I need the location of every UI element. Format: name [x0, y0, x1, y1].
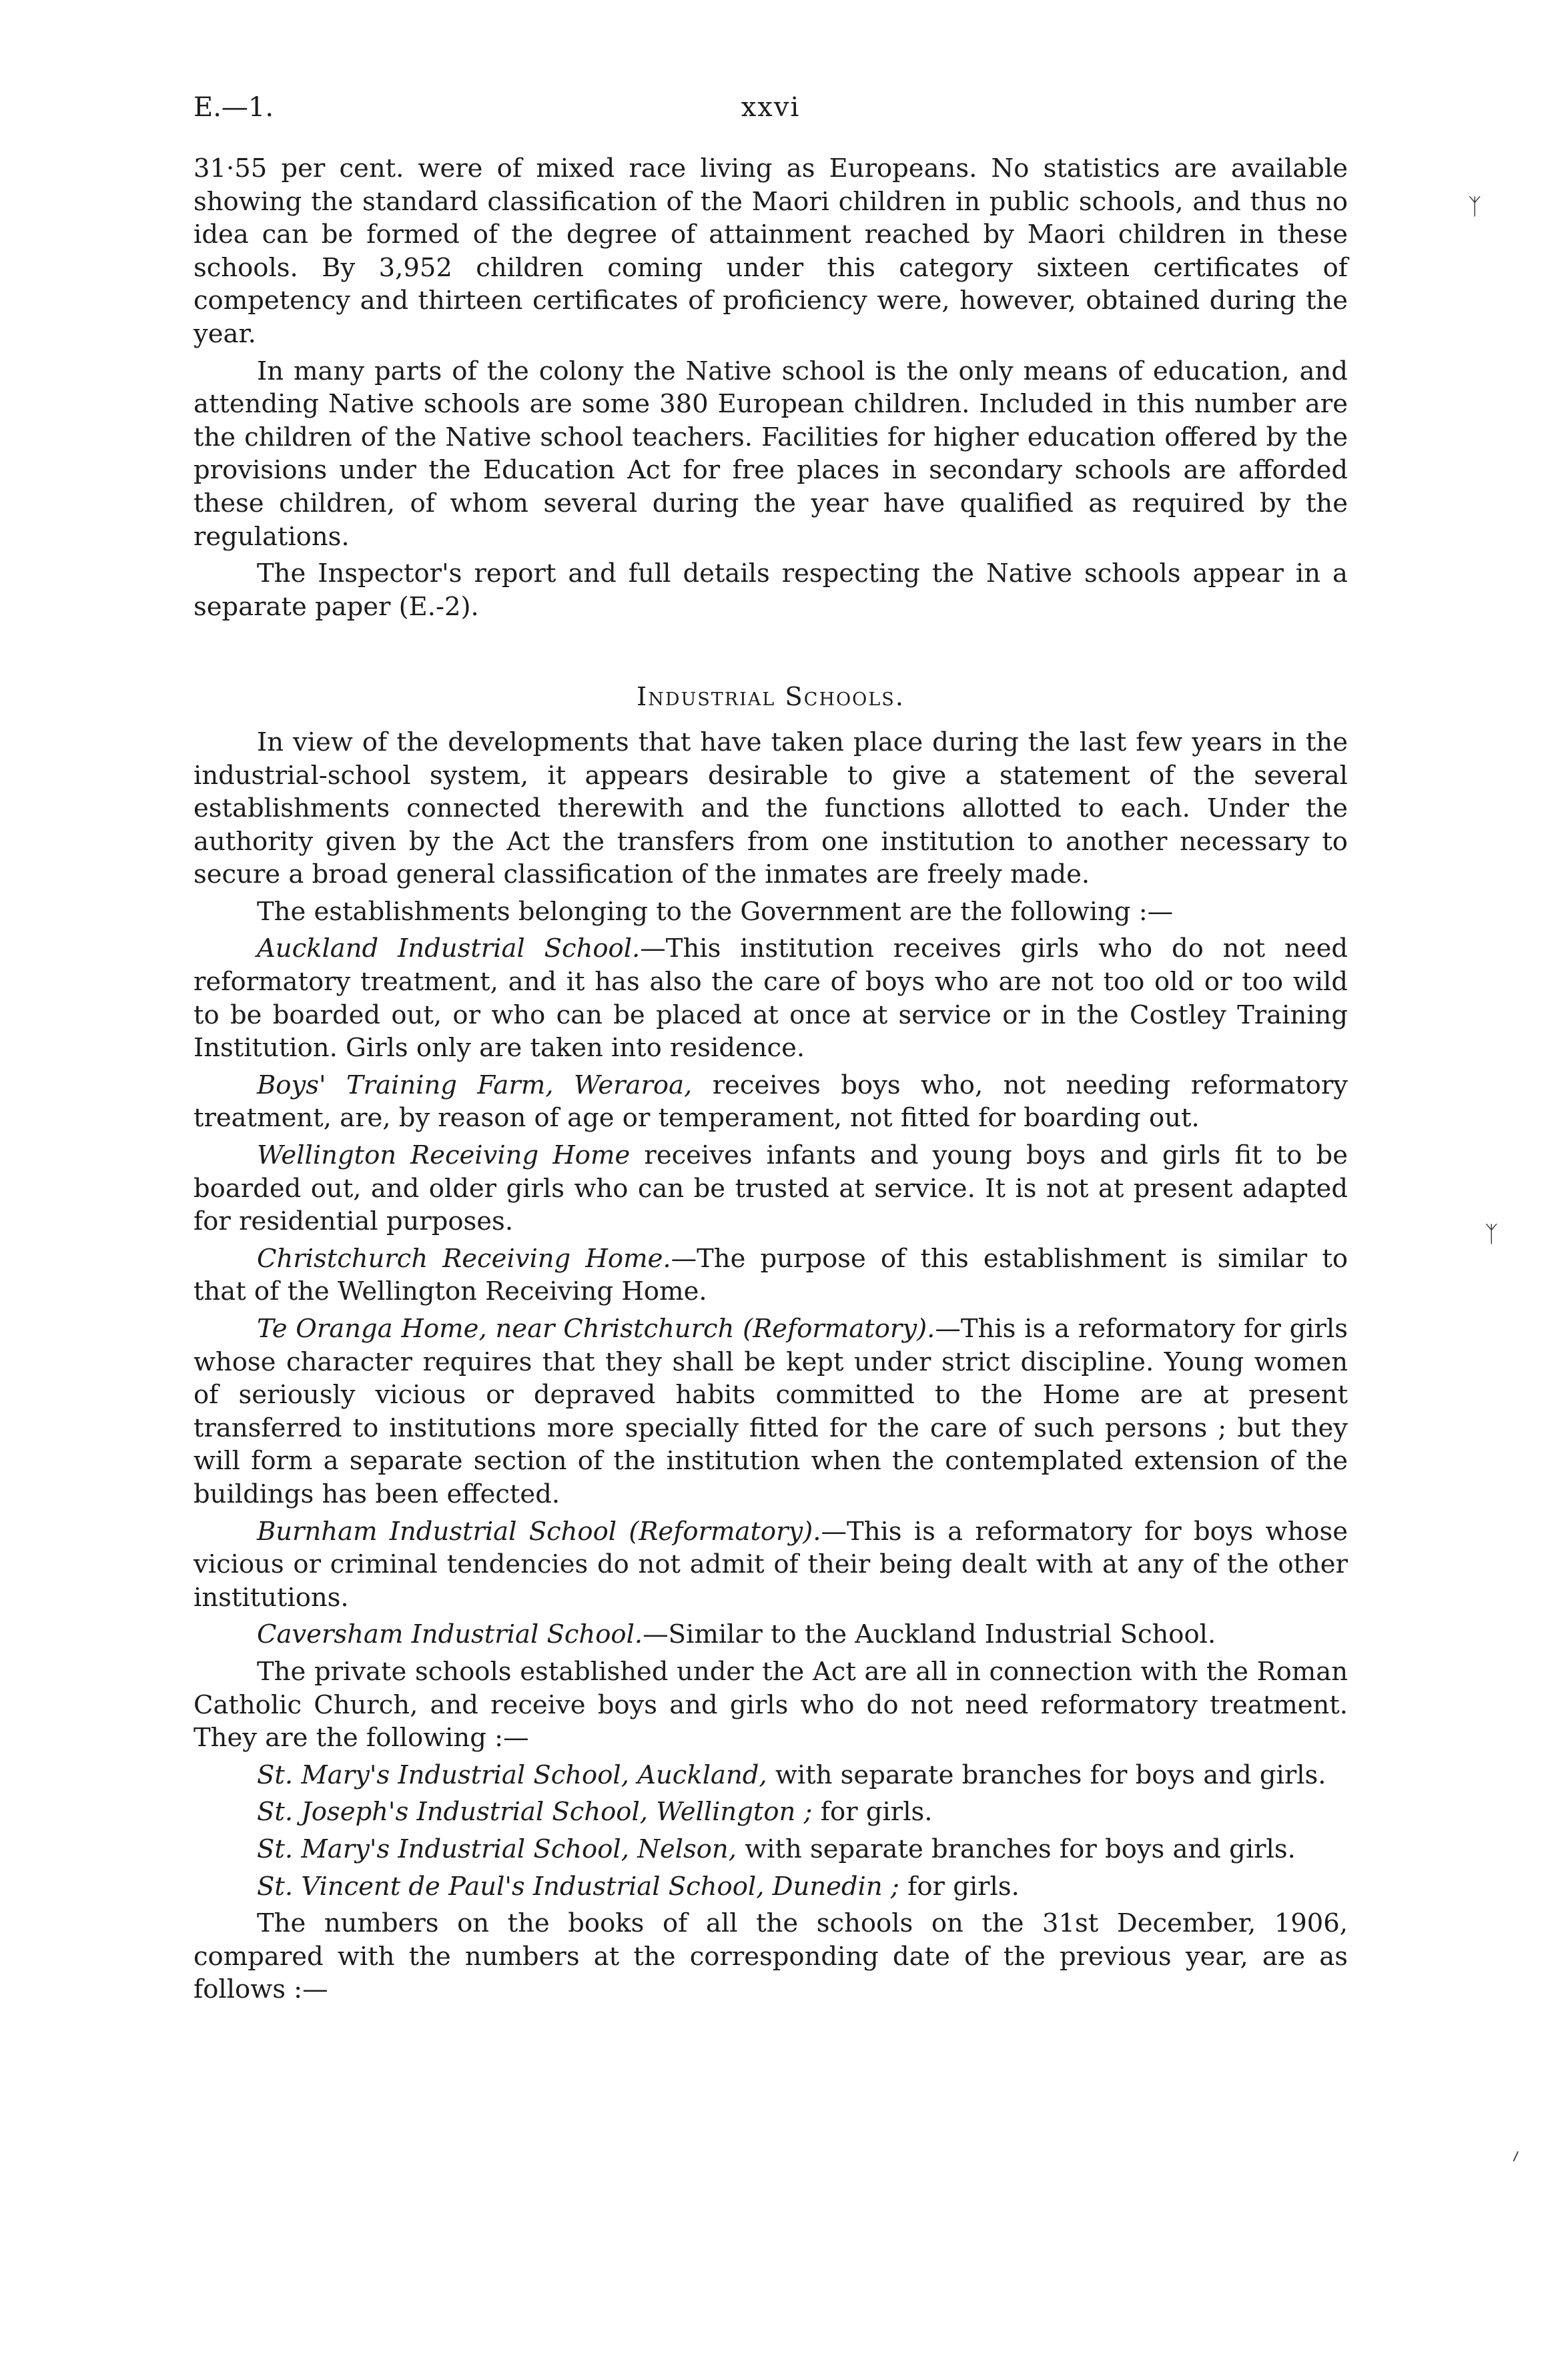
margin-mark-icon: ⸝ [1504, 2137, 1525, 2167]
entry-name: Christchurch Receiving Home. [257, 1243, 671, 1274]
page-number: xxvi [741, 92, 801, 123]
entry-boys-training-farm [193, 1069, 1348, 1135]
entry-name: Boys' Training Farm, Weraroa, [257, 1070, 693, 1100]
entry-name: St. Vincent de Paul's Industrial School, Dunedin ; [257, 1871, 899, 1902]
paragraph-native-schools: In many parts of the colony the Native school is the only means of education, and attending Native schools are some 380 European children. Included in this number are the children of the Native school teachers. Facilities for higher education offered by the provisions under the Education Act for free places in secondary schools are afforded these children, of whom several during the year have qualified as required by the regulations. [193, 356, 1348, 552]
entry-text: with separate branches for boys and girls. [767, 1759, 1326, 1790]
entry-name: St. Mary's Industrial School, Nelson, [257, 1834, 737, 1864]
page-header [193, 92, 1348, 132]
entry-text: receives infants and young boys and girls fit to be boarded out, and older girls who can be trusted at service. It is not at present adapted for residential purposes. [193, 1140, 1348, 1237]
entry-auckland-industrial-school [193, 932, 1348, 1064]
entry-text: —The purpose of this establishment is similar to that of the Wellington Receiving Home. [193, 1243, 1348, 1307]
entry-name: Burnham Industrial School (Reformatory). [257, 1516, 821, 1547]
paragraph-inspector-report: The Inspector's report and full details respecting the Native schools appear in a separate paper (E.-2). [193, 558, 1348, 622]
paragraph-private-schools: The private schools established under the Act are all in connection with the Roman Catholic Church, and receive boys and girls who do not need reformatory treatment. They are the following :— [193, 1656, 1348, 1753]
entry-text: with separate branches for boys and girls. [736, 1834, 1296, 1864]
entry-name: Te Oranga Home, near Christchurch (Reformatory). [257, 1314, 935, 1344]
entry-name: Auckland Industrial School. [257, 933, 641, 964]
entry-st-marys-nelson [193, 1833, 1348, 1866]
entry-text: —This institution receives girls who do not need reformatory treatment, and it has also the care of boys who are not too old or too wild to be boarded out, or who can be placed at once at service or in the Costley Training Institution. Girls only are taken into residence. [193, 933, 1348, 1064]
paragraph-government-establishments: The establishments belonging to the Government are the following :— [257, 896, 1174, 927]
entry-st-marys-auckland [193, 1759, 1348, 1792]
entry-name: St. Joseph's Industrial School, Wellington ; [257, 1797, 813, 1828]
paragraph-numbers-on-books: The numbers on the books of all the schools on the 31st December, 1906, compared with the numbers at the corresponding date of the previous year, are as follows :— [193, 1908, 1348, 2005]
entry-christchurch-receiving-home [193, 1242, 1348, 1308]
entry-text: —This is a reformatory for boys whose vicious or criminal tendencies do not admit of their being dealt with at any of the other institutions. [193, 1516, 1348, 1613]
entry-caversham-industrial-school [193, 1618, 1348, 1651]
entry-wellington-receiving-home [193, 1139, 1348, 1238]
entry-te-oranga-home [193, 1312, 1348, 1511]
document-body [193, 152, 1348, 2010]
paragraph-developments: In view of the developments that have taken place during the last few years in the industrial-school system, it appears desirable to give a statement of the several establishments connected therewith and the functions allotted to each. Under the authority given by the Act the transfers from one institution to another necessary to secure a broad general classification of the inmates are freely made. [193, 727, 1348, 890]
entry-name: Wellington Receiving Home [257, 1140, 631, 1171]
paragraph-mixed-race: 31·55 per cent. were of mixed race living as Europeans. No statistics are available showing the standard classification of the Maori children in public schools, and thus no idea can be formed of the degree of attainment reached by Maori children in these schools. By 3,952 children coming under this category sixteen certificates of competency and thirteen certificates of proficiency were, however, obtained during the year. [193, 153, 1348, 349]
entry-st-vincent-de-pauls-dunedin [193, 1870, 1348, 1904]
entry-burnham-industrial-school [193, 1515, 1348, 1615]
entry-text: for girls. [812, 1797, 933, 1828]
entry-text: receives boys who, not needing reformatory treatment, are, by reason of age or temperament, not fitted for boarding out. [193, 1070, 1348, 1134]
margin-mark-icon: ᛉ [1468, 193, 1482, 220]
entry-st-josephs-wellington [193, 1796, 1348, 1829]
margin-mark-icon: ᛉ [1485, 1221, 1499, 1248]
document-reference: E.—1. [193, 92, 274, 123]
entry-text: for girls. [899, 1871, 1020, 1902]
entry-name: Caversham Industrial School. [257, 1619, 643, 1650]
section-title-industrial-schools: Industrial Schools. [637, 682, 905, 713]
entry-text: —This is a reformatory for girls whose character requires that they shall be kept under strict discipline. Young women of seriously vicious or depraved habits committed to the Home are at present transferred to institutions more specially fitted for the care of such persons ; but they will form a separate section of the institution when the contemplated extension of the buildings has been effected. [193, 1314, 1348, 1509]
entry-text: —Similar to the Auckland Industrial School. [643, 1619, 1216, 1650]
entry-name: St. Mary's Industrial School, Auckland, [257, 1759, 767, 1790]
